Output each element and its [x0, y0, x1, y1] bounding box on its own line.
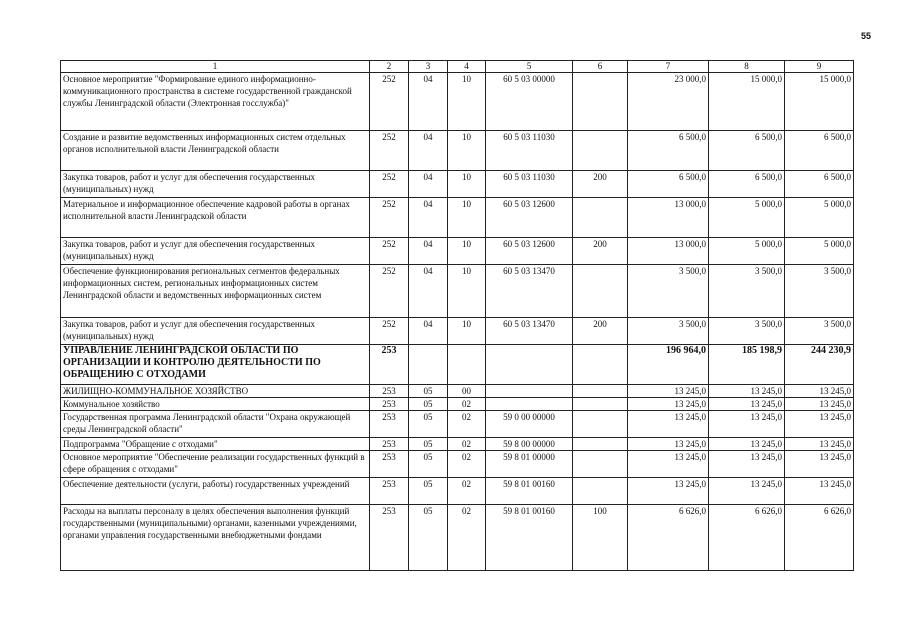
admin-code-cell: 252	[370, 318, 409, 345]
amount-year-1-cell: 6 626,0	[628, 505, 709, 571]
expense-type-code-cell	[573, 265, 628, 318]
amount-year-3-cell: 5 000,0	[785, 238, 854, 265]
admin-code-cell: 252	[370, 198, 409, 238]
amount-year-2-cell: 3 500,0	[709, 265, 785, 318]
subsection-code-cell: 10	[448, 265, 486, 318]
target-article-code-cell	[486, 398, 573, 411]
target-article-code-cell: 59 8 01 00000	[486, 451, 573, 478]
amount-year-2-cell: 6 500,0	[709, 131, 785, 171]
row-name-cell: Закупка товаров, работ и услуг для обеспечения государственных (муниципальных) нужд	[61, 238, 370, 265]
amount-year-1-cell: 13 245,0	[628, 451, 709, 478]
subsection-code-cell: 02	[448, 451, 486, 478]
amount-year-3-cell: 6 500,0	[785, 131, 854, 171]
table-row	[61, 198, 854, 238]
amount-year-3-cell: 15 000,0	[785, 73, 854, 131]
section-code-cell	[409, 345, 448, 385]
amount-year-1-cell: 13 245,0	[628, 385, 709, 398]
amount-year-1-cell: 3 500,0	[628, 318, 709, 345]
table-row	[61, 438, 854, 451]
admin-code-cell: 253	[370, 478, 409, 505]
table-row	[61, 131, 854, 171]
admin-code-cell: 253	[370, 411, 409, 438]
table-row	[61, 73, 854, 131]
target-article-code-cell: 60 5 03 13470	[486, 265, 573, 318]
subsection-code-cell	[448, 345, 486, 385]
subsection-code-cell: 02	[448, 398, 486, 411]
section-code-cell: 04	[409, 73, 448, 131]
column-header: 7	[628, 61, 709, 73]
amount-year-3-cell: 13 245,0	[785, 411, 854, 438]
amount-year-1-cell: 13 245,0	[628, 411, 709, 438]
section-code-cell: 05	[409, 385, 448, 398]
row-name-cell: УПРАВЛЕНИЕ ЛЕНИНГРАДСКОЙ ОБЛАСТИ ПО ОРГАНИЗАЦИИ И КОНТРОЛЮ ДЕЯТЕЛЬНОСТИ ПО ОБРАЩЕНИЮ С ОТХОДАМИ	[61, 345, 370, 385]
table-row	[61, 345, 854, 385]
expense-type-code-cell	[573, 73, 628, 131]
section-code-cell: 05	[409, 438, 448, 451]
column-header: 8	[709, 61, 785, 73]
header-row	[61, 61, 854, 73]
amount-year-2-cell: 13 245,0	[709, 478, 785, 505]
row-name-cell: Обеспечение функционирования региональных сегментов федеральных информационных систем, региональных информационных систем Ленинградской области и ведомственных информационных систем	[61, 265, 370, 318]
subsection-code-cell: 02	[448, 411, 486, 438]
amount-year-1-cell: 196 964,0	[628, 345, 709, 385]
table-body	[61, 73, 854, 571]
expense-type-code-cell	[573, 411, 628, 438]
section-code-cell: 05	[409, 451, 448, 478]
subsection-code-cell: 10	[448, 131, 486, 171]
admin-code-cell: 253	[370, 345, 409, 385]
expense-type-code-cell: 200	[573, 318, 628, 345]
subsection-code-cell: 10	[448, 73, 486, 131]
amount-year-3-cell: 13 245,0	[785, 398, 854, 411]
subsection-code-cell: 02	[448, 505, 486, 571]
table-row	[61, 398, 854, 411]
amount-year-1-cell: 6 500,0	[628, 171, 709, 198]
amount-year-2-cell: 13 245,0	[709, 438, 785, 451]
amount-year-2-cell: 5 000,0	[709, 238, 785, 265]
admin-code-cell: 253	[370, 451, 409, 478]
target-article-code-cell: 59 8 01 00160	[486, 478, 573, 505]
row-name-cell: Закупка товаров, работ и услуг для обеспечения государственных (муниципальных) нужд	[61, 318, 370, 345]
amount-year-3-cell: 13 245,0	[785, 451, 854, 478]
amount-year-2-cell: 5 000,0	[709, 198, 785, 238]
target-article-code-cell: 60 5 03 13470	[486, 318, 573, 345]
expense-type-code-cell	[573, 345, 628, 385]
table-row	[61, 318, 854, 345]
expense-type-code-cell	[573, 131, 628, 171]
amount-year-3-cell: 3 500,0	[785, 318, 854, 345]
row-name-cell: Коммунальное хозяйство	[61, 398, 370, 411]
row-name-cell: Государственная программа Ленинградской области "Охрана окружающей среды Ленинградской области"	[61, 411, 370, 438]
table-row	[61, 171, 854, 198]
target-article-code-cell: 59 8 01 00160	[486, 505, 573, 571]
table-row	[61, 265, 854, 318]
section-code-cell: 05	[409, 478, 448, 505]
amount-year-3-cell: 6 500,0	[785, 171, 854, 198]
section-code-cell: 04	[409, 265, 448, 318]
row-name-cell: Обеспечение деятельности (услуги, работы) государственных учреждений	[61, 478, 370, 505]
target-article-code-cell: 60 5 03 11030	[486, 131, 573, 171]
target-article-code-cell: 60 5 03 11030	[486, 171, 573, 198]
target-article-code-cell	[486, 345, 573, 385]
row-name-cell: Расходы на выплаты персоналу в целях обеспечения выполнения функций государственными (муниципальными) органами, казенными учреждениями, органами управления государственными внебюджетными фондами	[61, 505, 370, 571]
amount-year-3-cell: 244 230,9	[785, 345, 854, 385]
row-name-cell: ЖИЛИЩНО-КОММУНАЛЬНОЕ ХОЗЯЙСТВО	[61, 385, 370, 398]
expense-type-code-cell	[573, 398, 628, 411]
row-name-cell: Подпрограмма "Обращение с отходами"	[61, 438, 370, 451]
subsection-code-cell: 10	[448, 238, 486, 265]
target-article-code-cell: 60 5 03 12600	[486, 198, 573, 238]
amount-year-3-cell: 5 000,0	[785, 198, 854, 238]
amount-year-1-cell: 13 245,0	[628, 398, 709, 411]
column-header: 2	[370, 61, 409, 73]
amount-year-1-cell: 3 500,0	[628, 265, 709, 318]
column-header: 1	[61, 61, 370, 73]
admin-code-cell: 253	[370, 385, 409, 398]
table-row	[61, 505, 854, 571]
amount-year-2-cell: 185 198,9	[709, 345, 785, 385]
subsection-code-cell: 00	[448, 385, 486, 398]
expense-type-code-cell: 200	[573, 171, 628, 198]
amount-year-3-cell: 6 626,0	[785, 505, 854, 571]
amount-year-2-cell: 15 000,0	[709, 73, 785, 131]
section-code-cell: 05	[409, 505, 448, 571]
column-header: 5	[486, 61, 573, 73]
subsection-code-cell: 10	[448, 318, 486, 345]
table-row	[61, 411, 854, 438]
target-article-code-cell: 60 5 03 00000	[486, 73, 573, 131]
amount-year-2-cell: 13 245,0	[709, 451, 785, 478]
target-article-code-cell: 59 0 00 00000	[486, 411, 573, 438]
table-row	[61, 385, 854, 398]
section-code-cell: 04	[409, 171, 448, 198]
row-name-cell: Основное мероприятие "Формирование единого информационно-коммуникационного пространства в системе государственной гражданской службы Ленинградской области (Электронная госслужба)"	[61, 73, 370, 131]
table-row	[61, 451, 854, 478]
table-row	[61, 478, 854, 505]
section-code-cell: 04	[409, 198, 448, 238]
row-name-cell: Закупка товаров, работ и услуг для обеспечения государственных (муниципальных) нужд	[61, 171, 370, 198]
column-header: 4	[448, 61, 486, 73]
subsection-code-cell: 02	[448, 438, 486, 451]
amount-year-2-cell: 13 245,0	[709, 385, 785, 398]
amount-year-1-cell: 23 000,0	[628, 73, 709, 131]
amount-year-1-cell: 13 000,0	[628, 238, 709, 265]
column-header: 6	[573, 61, 628, 73]
amount-year-1-cell: 13 245,0	[628, 438, 709, 451]
row-name-cell: Материальное и информационное обеспечение кадровой работы в органах исполнительной власти Ленинградской области	[61, 198, 370, 238]
expense-type-code-cell	[573, 385, 628, 398]
subsection-code-cell: 10	[448, 171, 486, 198]
amount-year-3-cell: 13 245,0	[785, 438, 854, 451]
column-header: 3	[409, 61, 448, 73]
expense-type-code-cell	[573, 198, 628, 238]
admin-code-cell: 253	[370, 398, 409, 411]
amount-year-2-cell: 6 500,0	[709, 171, 785, 198]
admin-code-cell: 252	[370, 171, 409, 198]
amount-year-2-cell: 6 626,0	[709, 505, 785, 571]
admin-code-cell: 252	[370, 131, 409, 171]
section-code-cell: 05	[409, 398, 448, 411]
row-name-cell: Создание и развитие ведомственных информационных систем отдельных органов исполнительной власти Ленинградской области	[61, 131, 370, 171]
target-article-code-cell: 59 8 00 00000	[486, 438, 573, 451]
amount-year-2-cell: 3 500,0	[709, 318, 785, 345]
amount-year-3-cell: 3 500,0	[785, 265, 854, 318]
subsection-code-cell: 10	[448, 198, 486, 238]
expense-type-code-cell	[573, 451, 628, 478]
expense-type-code-cell: 200	[573, 238, 628, 265]
target-article-code-cell	[486, 385, 573, 398]
amount-year-1-cell: 6 500,0	[628, 131, 709, 171]
page-number: 55	[861, 31, 872, 41]
amount-year-1-cell: 13 000,0	[628, 198, 709, 238]
amount-year-2-cell: 13 245,0	[709, 411, 785, 438]
column-header: 9	[785, 61, 854, 73]
admin-code-cell: 253	[370, 505, 409, 571]
budget-table	[60, 60, 854, 571]
admin-code-cell: 253	[370, 438, 409, 451]
expense-type-code-cell	[573, 438, 628, 451]
amount-year-1-cell: 13 245,0	[628, 478, 709, 505]
amount-year-2-cell: 13 245,0	[709, 398, 785, 411]
expense-type-code-cell	[573, 478, 628, 505]
row-name-cell: Основное мероприятие "Обеспечение реализации государственных функций в сфере обращения с отходами"	[61, 451, 370, 478]
admin-code-cell: 252	[370, 265, 409, 318]
section-code-cell: 05	[409, 411, 448, 438]
target-article-code-cell: 60 5 03 12600	[486, 238, 573, 265]
admin-code-cell: 252	[370, 238, 409, 265]
expense-type-code-cell: 100	[573, 505, 628, 571]
subsection-code-cell: 02	[448, 478, 486, 505]
amount-year-3-cell: 13 245,0	[785, 478, 854, 505]
table-row	[61, 238, 854, 265]
admin-code-cell: 252	[370, 73, 409, 131]
section-code-cell: 04	[409, 131, 448, 171]
section-code-cell: 04	[409, 238, 448, 265]
section-code-cell: 04	[409, 318, 448, 345]
amount-year-3-cell: 13 245,0	[785, 385, 854, 398]
